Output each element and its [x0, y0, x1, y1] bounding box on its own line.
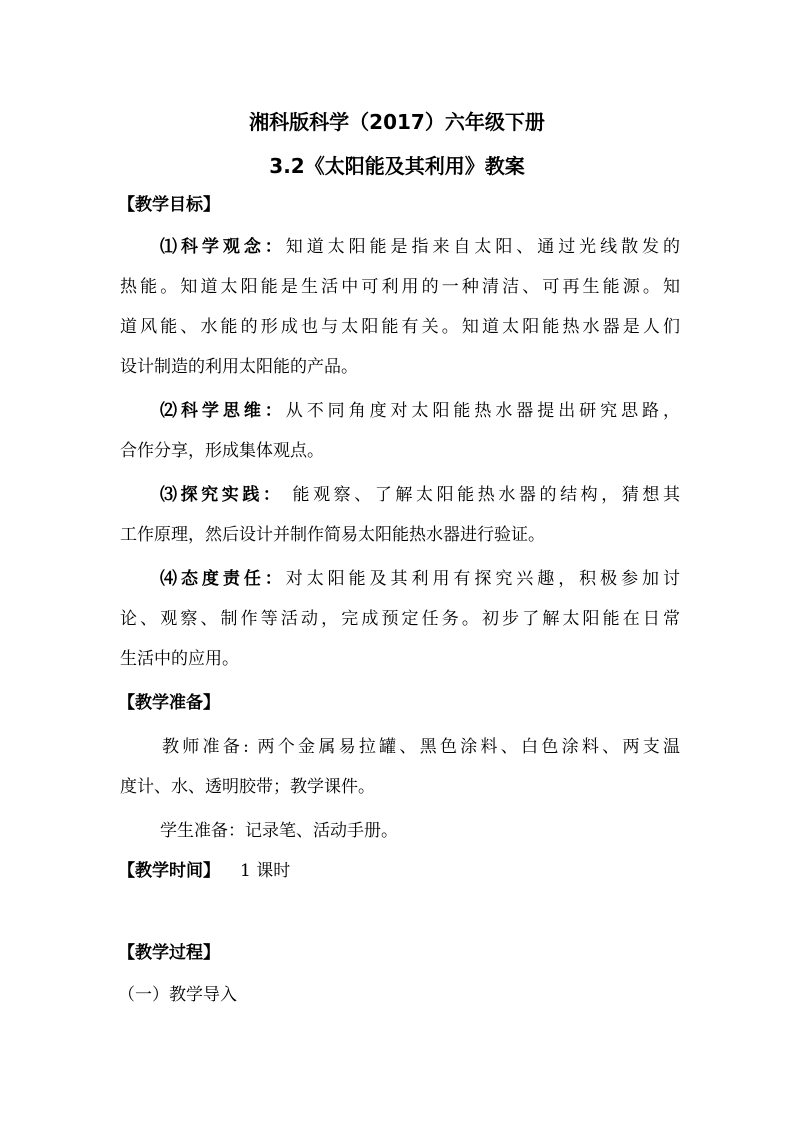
objective-4-line-2: 论、观察、制作等活动，完成预定任务。初步了解太阳能在日常: [120, 609, 680, 629]
objective-1-line-1: ⑴科学观念：知道太阳能是指来自太阳、通过光线散发的: [160, 237, 680, 257]
objective-1-line-3: 道风能、水能的形成也与太阳能有关。知道太阳能热水器是人们: [120, 317, 680, 337]
preparation-heading: 【教学准备】: [118, 693, 220, 713]
process-sub-1: （一）教学导入: [118, 985, 237, 1005]
process-heading: 【教学过程】: [118, 943, 220, 963]
objective-3-line-2: 工作原理，然后设计并制作简易太阳能热水器进行验证。: [120, 525, 545, 545]
objective-2-line-2: 合作分享，形成集体观点。: [120, 441, 324, 461]
objective-2-label: ⑵科学思维：: [160, 401, 286, 421]
objective-2-line-1: ⑵科学思维：从不同角度对太阳能热水器提出研究思路，: [160, 401, 680, 421]
teacher-prep-line-1: 教师准备: 两个金属易拉罐、黑色涂料、白色涂料、两支温: [162, 737, 680, 757]
teaching-time: [118, 856, 678, 881]
objective-4-line-1: ⑷态度责任：对太阳能及其利用有探究兴趣，积极参加讨: [160, 569, 680, 589]
objective-3-line-1: ⑶探究实践： 能观察、了解太阳能热水器的结构，猜想其: [160, 485, 681, 505]
teacher-prep-line-2: 度计、水、透明胶带；教学课件。: [120, 777, 375, 797]
objective-4-label: ⑷态度责任：: [160, 569, 286, 589]
objective-1-label: ⑴科学观念：: [160, 237, 286, 257]
objective-1-line-2: 热能。知道太阳能是生活中可利用的一种清洁、可再生能源。知: [120, 277, 680, 297]
objective-3-label: ⑶探究实践：: [160, 485, 284, 505]
time-value: 1 课时: [240, 861, 291, 881]
document-subtitle: 3.2《太阳能及其利用》教案: [269, 154, 525, 178]
objective-1-line-4: 设计制造的利用太阳能的产品。: [120, 357, 358, 377]
objective-4-line-3: 生活中的应用。: [120, 649, 239, 669]
student-prep: 学生准备：记录笔、活动手册。: [160, 821, 398, 841]
document-title: 湘科版科学（2017）六年级下册: [249, 110, 545, 134]
time-heading: 【教学时间】: [118, 861, 220, 881]
objectives-heading: 【教学目标】: [118, 195, 220, 215]
